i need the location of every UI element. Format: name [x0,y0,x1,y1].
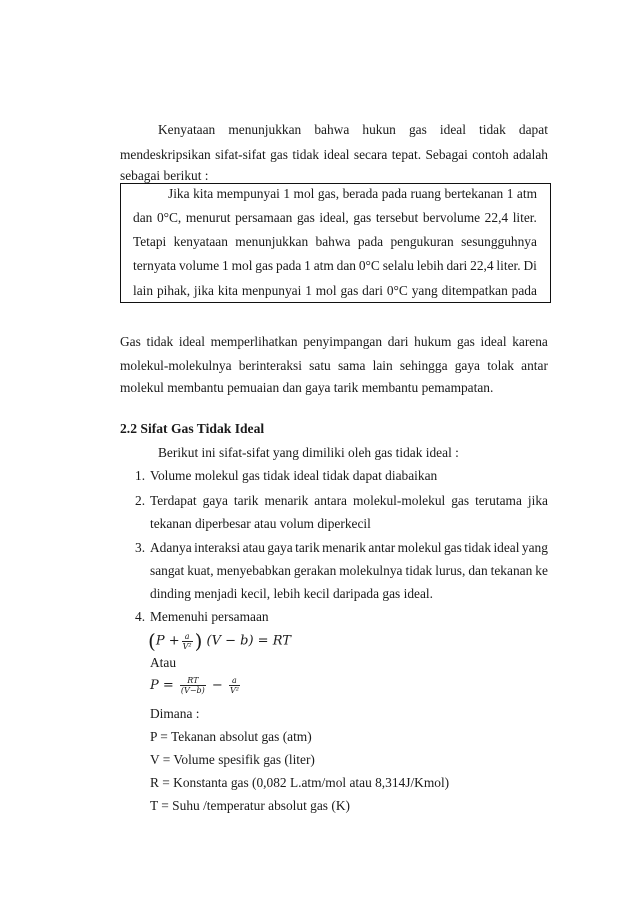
word: contoh [472,147,509,162]
eq2-frac2-num: a [229,676,240,686]
word: gas [443,540,462,555]
list-item-2-line-2: tekanan diperbesar atau volum diperkecil [150,516,371,531]
word: gas [270,147,288,162]
word: gas [353,210,372,225]
word: hukum [414,334,452,349]
word: berinteraksi [238,358,302,373]
word: menpunyai [241,283,302,298]
word: lain [133,283,154,298]
eq1-fraction [182,632,193,651]
word: dari [387,334,409,349]
word: 1 [283,186,291,201]
word: ruang [410,186,441,201]
word: Terdapat [150,493,197,508]
word: lain [372,358,393,373]
word: persamaan [235,210,293,225]
word: gaya [202,493,228,508]
word: pada [276,258,302,273]
word: terutama [475,493,522,508]
word: atm [313,258,334,273]
word: ideal, [319,210,349,225]
word: 1 [304,258,311,273]
word: menarik [322,540,366,555]
word: gas [255,258,274,273]
example-line-5 [133,281,537,301]
list-item-4-text: Memenuhi persamaan [150,609,269,624]
word: Jika [168,186,190,201]
list-item-2-line-1 [150,491,548,511]
word: Kenyataan [158,122,216,137]
eq1-rest: (V − b) = RT [206,633,291,649]
section-heading: 2.2 Sifat Gas Tidak Ideal [120,421,265,436]
example-line-4 [133,256,537,276]
after-box-line-1 [120,332,548,352]
word: tidak [146,334,174,349]
after-box-line-3: molekul membantu pemuaian dan gaya tarik membantu pemampatan. [120,380,494,395]
word: 1 [305,283,312,298]
definition-t: T = Suhu /temperatur absolut gas (K) [150,798,350,813]
word: pada [357,234,384,249]
definition-r: R = Konstanta gas (0,082 L.atm/mol atau 8,314J/Kmol) [150,775,450,790]
word: volume [178,258,220,273]
word: molekul-molekulnya [120,358,232,373]
word: Tetapi [133,234,167,249]
word: satu [309,358,331,373]
eq1-close-paren: ) [194,629,203,653]
word: 22,4 [484,210,509,225]
eq2-minus: − [211,678,223,693]
word: kuat, [187,563,214,578]
eq2-fraction-2 [229,676,240,695]
word: molekul-molekul [353,493,446,508]
word: ideal [493,540,520,555]
definitions-label: Dimana : [150,706,200,721]
word: menunjukkan [235,234,309,249]
word: yang [411,283,438,298]
word: hukun [362,122,396,137]
list-item-1-number: 1. [135,468,146,483]
intro-line-1 [158,120,548,140]
word: pada [511,283,537,298]
word: antar [368,540,396,555]
eq2-frac1-den: (V−b) [180,686,205,695]
word: molekul [397,540,442,555]
word: 0°C [386,283,408,298]
word: atau [242,540,265,555]
word: gerakan [293,563,337,578]
word: tidak [405,563,433,578]
example-line-3 [133,232,537,252]
word: adalah [513,147,548,162]
word: bertekanan [444,186,504,201]
word: Gas [120,334,141,349]
list-item-3-line-2 [150,561,548,581]
word: liter. [512,210,537,225]
word: sama [337,358,366,373]
intro-line-3: sebagai berikut : [120,168,209,183]
word: jika [527,493,548,508]
word: sesungguhnya [461,234,537,249]
word: antara [314,493,348,508]
word: kita [217,283,238,298]
word: Sebagai [425,147,468,162]
word: 1 [506,186,514,201]
section-lead: Berikut ini sifat-sifat yang dimiliki oleh gas tidak ideal : [158,445,459,460]
word: dan [336,258,356,273]
word: pengukuran [390,234,454,249]
word: dan [468,563,488,578]
word: lebih [416,258,444,273]
word: tidak [479,122,506,137]
equation-2 [150,671,638,701]
word: dari [446,258,468,273]
word: tarik [295,540,320,555]
word: gas [296,210,315,225]
word: tidak [464,540,492,555]
word: kenyataan [173,234,228,249]
word: yang [521,540,548,555]
word: dari [362,283,383,298]
word: gaya [454,358,480,373]
word: memperlihatkan [210,334,298,349]
word: sehingga [399,358,448,373]
word: tarik [233,493,259,508]
word: bervolume [422,210,481,225]
list-item-4-number: 4. [135,609,146,624]
example-line-1 [168,184,537,204]
word: molekulnya [339,563,403,578]
word: 0°C [358,258,380,273]
word: 1 [222,258,229,273]
eq2-frac1-num: RT [180,676,206,686]
word: menarik [264,493,309,508]
equation-1 [148,626,638,656]
definition-v: V = Volume spesifik gas (liter) [150,752,315,767]
word: tepat. [391,147,422,162]
word: ideal [323,147,350,162]
eq1-frac-num: a [182,632,193,642]
word: tidak [292,147,320,162]
word: gaya [267,540,293,555]
word: ternyata [133,258,177,273]
list-item-1-text: Volume molekul gas tidak ideal tidak dapat diabaikan [150,468,438,483]
word: menunjukkan [228,122,302,137]
word: mol [231,258,253,273]
eq1-open-paren: ( [148,629,156,653]
word: tersebut [375,210,419,225]
word: tekanan [490,563,533,578]
word: gas [457,334,475,349]
word: jika [193,283,215,298]
word: mol [293,186,315,201]
list-item-1 [0,466,638,486]
word: Di [523,258,537,273]
word: gas [451,493,470,508]
word: penyimpangan [303,334,383,349]
after-box-line-2 [120,356,548,376]
word: ideal [178,334,205,349]
word: pihak, [156,283,191,298]
word: menyebabkan [216,563,291,578]
word: kita [193,186,214,201]
word: 22,4 [470,258,494,273]
eq2-lhs: P = [150,678,174,693]
list-item-3-number: 3. [135,540,146,555]
word: lurus, [435,563,466,578]
word: ideal [439,122,466,137]
example-line-2 [133,208,537,228]
word: ke [535,563,548,578]
word: secara [353,147,388,162]
list-item-3-line-1 [150,538,548,558]
word: antar [521,358,548,373]
atau-label: Atau [150,655,177,670]
word: tolak [487,358,514,373]
list-item-2-number: 2. [135,493,146,508]
word: selalu [382,258,414,273]
word: dan [133,210,153,225]
word: mempunyai [216,186,280,201]
word: dapat [518,122,548,137]
eq2-fraction-1 [180,676,206,695]
word: atm [516,186,537,201]
word: sifat-sifat [215,147,266,162]
word: berada [342,186,379,201]
word: sangat [150,563,185,578]
list-item-4 [0,607,638,627]
word: ditempatkan [441,283,508,298]
word: liter. [496,258,521,273]
word: menurut [185,210,231,225]
word: bahwa [315,234,351,249]
word: interaksi [194,540,241,555]
intro-line-2 [120,145,548,165]
word: mendeskripsikan [120,147,211,162]
word: mol [315,283,337,298]
word: Adanya [150,540,192,555]
eq1-frac-den: V² [182,641,192,651]
word: gas [340,283,359,298]
word: ideal [480,334,507,349]
definition-p: P = Tekanan absolut gas (atm) [150,729,312,744]
list-item-3-line-3: dinding menjadi kecil, lebih kecil daripada gas ideal. [150,586,433,601]
word: gas [408,122,427,137]
word: karena [512,334,548,349]
word: bahwa [314,122,350,137]
word: gas, [317,186,340,201]
eq2-frac2-den: V² [229,686,239,695]
word: pada [381,186,408,201]
word: 0°C, [156,210,182,225]
eq1-p-plus: P + [155,633,180,649]
